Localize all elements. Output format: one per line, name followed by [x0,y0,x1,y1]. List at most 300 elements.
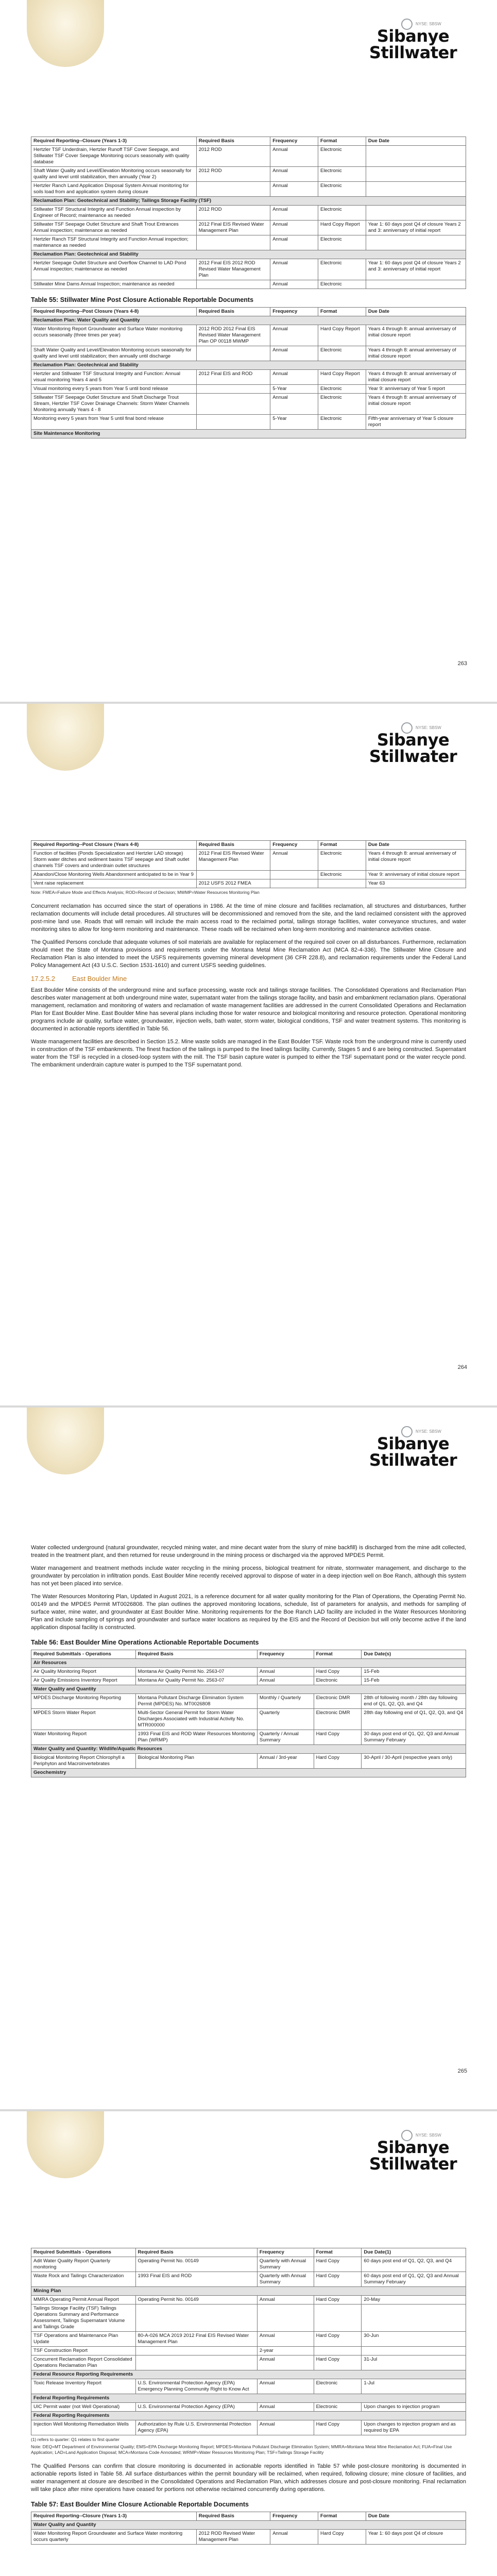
company-logo [359,2130,467,2173]
logo-word-top: Sibanye [376,730,450,750]
table-section-row [31,430,466,438]
table-cell: Air Quality Emissions Inventory Report [31,1676,136,1685]
col-header: Due Date [366,137,466,146]
table-body [31,1659,466,1777]
table-cell: Annual [257,1668,314,1676]
paragraph: The Water Resources Monitoring Plan, Updated in August 2021, is a reference document for all water quality monitoring for the Plan of Operations, the Operating Permit No. 00149 and the MPDES Permit MT0026808. The plan outlines the approved monitoring locations, schedule, list of parameters for analysis, and methods for sampling of surface water, mine water, and groundwater at East Boulder Mine. Monitoring requirements for the Boe Ranch LAD facility are included in the Water Resources Monitoring Plan and include sampling of springs and groundwater and surface water locations as required by the EIS and the Record of Decision but will only become active if the land application disposal facility is constructed. [31,1594,466,1631]
col-header: Required Reporting--Post Closure (Years 4-8) [31,841,197,850]
table-cell: 30-April / 30-April (respective years only) [362,1754,466,1769]
section-number: 17.2.5.2 [31,975,55,982]
table-cell: 5-Year [270,385,318,394]
table-57 [31,2512,466,2545]
table-cell: Years 4 through 8: annual anniversary of initial closure report [366,394,466,415]
table-cell: 2012 ROD [196,146,270,167]
table-cell: 30-Jun [362,2332,466,2347]
table-cell [362,2347,466,2355]
table-cell: Multi-Sector General Permit for Storm Water Discharges Associated with Industrial Activity No. MTR000000 [135,1709,257,1730]
logo-word-bottom: Stillwater [369,2154,457,2174]
table-cell: MPDES Discharge Monitoring Reporting [31,1694,136,1709]
table-row [31,206,466,221]
table-cell: Stillwater TSF Seepage Outlet Structure and Shaft Trout Entrances Annual inspection; maintenance as needed [31,221,197,235]
table-cell [366,182,466,197]
table-cell: UIC Permit water (not Well Operational) [31,2403,136,2412]
table-cell: Shaft Water Quality and Level/Elevation Monitoring occurs seasonally for quality and level until stabilization, then annually (Year 2) [31,167,197,182]
col-header: Due Date [366,308,466,316]
table-caption: Table 57: East Boulder Mine Closure Actionable Reportable Documents [31,2501,249,2508]
table-row [31,1676,466,1685]
table-row [31,2355,466,2370]
table-cell [366,235,466,250]
table-cell [196,182,270,197]
table-cell: Annual [270,394,318,415]
page-263 [0,0,497,702]
paragraph: Water collected underground (natural groundwater, recycled mining water, and mine decant water from the slurry of mine backfill) is discharged from the mine adit collected, treated in the treatment plant, and then returned for reuse underground in the mining process or discharged via the approved MPDES Permit. [31,1545,466,1558]
table-cell: Annual [270,2530,318,2545]
table-body [31,2257,466,2435]
table-cell: Authorization by Rule U.S. Environmental Protection Agency (EPA) [135,2420,257,2435]
table-cell: Fifth-year anniversary of Year 5 closure report [366,415,466,430]
table-cell [196,346,270,361]
table-cell: Annual [270,325,318,346]
col-header: Required Submittals - Operations [31,1650,136,1659]
table-cell: Years 4 through 8: annual anniversary of initial closure report [366,325,466,346]
section-label: Geochemistry [31,1769,466,1777]
col-header: Frequency [270,841,318,850]
table-cell: Annual [257,2332,314,2347]
table-cell: 15-Feb [362,1676,466,1685]
table-cell: Hard Copy [314,2257,362,2272]
section-label: Reclamation Plan: Water Quality and Quantity [31,316,466,325]
table-row [31,280,466,289]
col-header: Required Basis [196,841,270,850]
table-cell [196,871,270,879]
table-cell [366,206,466,221]
table-cell: Electronic [318,394,366,415]
table-cell: Hard Copy [314,2296,362,2304]
table-cell: Electronic [318,206,366,221]
table-caption: Table 56: East Boulder Mine Operations Actionable Reportable Documents [31,1639,259,1646]
table-cell: Electronic [318,280,366,289]
table-section-row [31,2521,466,2530]
table-cell: Function of facilities (Ponds Specialization and Hertzler LAD storage) Storm water ditches and sediment basins TSF seepage and Shaft outlet channels TSF covers and underdrain outlet structures [31,850,197,871]
table-cell: Annual [257,1676,314,1685]
table-cell: 60 days post end of Q1, Q2, Q3, and Q4 [362,2257,466,2272]
logo-tagline: NYSE: SBSW [416,725,441,730]
table-cell: Electronic [318,146,366,167]
section-label: Mining Plan [31,2287,466,2296]
table-cell: Electronic [318,850,366,871]
table-row [31,2332,466,2347]
table-cell: Water Monitoring Report Groundwater and Surface Water monitoring occurs quarterly [31,2530,197,2545]
table-56 [31,1650,466,1777]
company-logo [359,19,467,62]
table-cell: 2012 Final EIS and ROD [196,370,270,385]
table-cell: Annual [270,280,318,289]
table-cell: Electronic DMR [314,1694,362,1709]
col-header: Frequency [270,308,318,316]
table-cell: Shaft Water Quality and Level/Elevation Monitoring occurs seasonally for quality and level until stabilization; then annually until discharge [31,346,197,361]
table-row [31,2304,466,2332]
table-section-row [31,1685,466,1694]
table-row [31,394,466,415]
table-cell [362,2304,466,2332]
table-row [31,2347,466,2355]
table-cell: Electronic [318,346,366,361]
table-cell: 2012 ROD [196,167,270,182]
page-264 [0,704,497,1405]
table-cell [270,871,318,879]
section-title: East Boulder Mine [72,975,127,982]
table-cell: Concurrent Reclamation Report Consolidated Operations Reclamation Plan [31,2355,136,2370]
table-cell: 5-Year [270,415,318,430]
table-cell: Annual [257,2379,314,2394]
table-cell: 28th of following month / 28th day following end of Q1, Q2, Q3, and Q4 [362,1694,466,1709]
table-cell: Hard Copy [314,1754,362,1769]
table-cell: Abandon/Close Monitoring Wells Abandonment anticipated to be in Year 9 [31,871,197,879]
col-header: Required Basis [135,1650,257,1659]
table-cell: Years 4 through 8: annual anniversary of initial closure report [366,850,466,871]
table-cell: Operating Permit No. 00149 [135,2296,257,2304]
table-cell: 2012 Final EIS Revised Water Management Plan [196,221,270,235]
table-cell: Hertzler Ranch Land Application Disposal System Annual monitoring for soils load from and application system during closure [31,182,197,197]
table-row [31,2403,466,2412]
table-section-row [31,2287,466,2296]
table-cell: Electronic [318,871,366,879]
table-cell: Hard Copy [318,2530,366,2545]
logo-word-bottom: Stillwater [369,747,457,766]
table-cell: Hard Copy [314,2355,362,2370]
header-circle-graphic [27,0,104,67]
table-cell: Montana Air Quality Permit No. 2563-07 [135,1676,257,1685]
table-row [31,2257,466,2272]
logo-word-top: Sibanye [376,2138,450,2157]
section-label: Reclamation Plan: Geotechnical and Stability; Tailings Storage Facility (TSF) [31,197,466,206]
table-cell: Quarterly / Annual Summary [257,1730,314,1745]
header-circle-graphic [27,2111,104,2178]
col-header: Required Reporting--Closure (Years 1-3) [31,2512,197,2521]
table-cell: Annual [270,221,318,235]
table-cell: Visual monitoring every 5 years from Year 5 until bond release [31,385,197,394]
table-cell: Years 4 through 8: annual anniversary of initial closure report [366,370,466,385]
table-cell: Quarterly with Annual Summary [257,2257,314,2272]
section-label: Water Quality and Quantity: Wildlife/Aquatic Resources [31,1745,466,1754]
table-cell: Air Quality Monitoring Report [31,1668,136,1676]
table-cell: Water Monitoring Report Groundwater and Surface Water monitoring occurs seasonally (three times per year) [31,325,197,346]
paragraph: The Qualified Persons conclude that adequate volumes of soil materials are available for replacement of the required soil cover on all disturbances. Furthermore, reclamation should meet the State of Montana provisions and requirements under the Montana Metal Mine Reclamation Act (MCA 82-4-336). The Stillwater Mine Closure and Reclamation Plan is also intended to meet the USFS requirements governing mineral development (36 CFR 228.8), and reclamation requirements under the Federal Land Policy Management Act (43 U.S.C. Section 1531-1610) and current USFS seeding guidelines. [31,939,466,969]
table-cell: Year 9: anniversary of Year 5 report [366,385,466,394]
table-row [31,1754,466,1769]
table-cell: Hard Copy Report [318,221,366,235]
table-row [31,2530,466,2545]
table-cell: Electronic [318,182,366,197]
table-cell: Annual [270,182,318,197]
table-section-row [31,250,466,259]
logo-tagline: NYSE: SBSW [416,1429,441,1434]
table-row [31,346,466,361]
table-row [31,871,466,879]
table-cell: Year 1: 60 days post Q4 of closure Years 2 and 3: anniversary of initial report [366,221,466,235]
table-cell: Electronic [318,259,366,280]
table-cell: Annual [257,2355,314,2370]
logo-tagline: NYSE: SBSW [416,22,441,26]
table-cell: 30 days post end of Q1, Q2, Q3 and Annual Summary February [362,1730,466,1745]
section-heading [31,975,466,982]
table-row [31,415,466,430]
table-section-row [31,2394,466,2403]
page-content [31,840,466,1074]
table-cell: 2012 ROD [196,206,270,221]
col-header: Format [318,841,366,850]
table-section-row [31,2370,466,2379]
table-cell: Annual [270,206,318,221]
table-cell: Annual [257,2403,314,2412]
table-cell: Hertzler Ranch TSF Structural Integrity and Function Annual inspection; maintenance as needed [31,235,197,250]
table-row [31,182,466,197]
table-row [31,850,466,871]
table-cell [257,2304,314,2332]
table-cell: Electronic [318,235,366,250]
col-header: Format [314,1650,362,1659]
logo-word-bottom: Stillwater [369,43,457,62]
table-cell [366,146,466,167]
table-cell: Monitoring every 5 years from Year 5 until final bond release [31,415,197,430]
table-cell: Waste Rock and Tailings Characterization [31,2272,136,2287]
table-body [31,146,466,289]
table-cell: Electronic DMR [314,1709,362,1730]
table-cell: Annual [270,850,318,871]
header-circle-graphic [27,704,104,771]
table-note: Note: FMEA=Failure Mode and Effects Analysis; ROD=Record of Decision; MWMP=Water Resources Monitoring Plan [31,890,260,895]
table-cell [314,2304,362,2332]
table-cell: Electronic [314,2403,362,2412]
table-cell [270,879,318,888]
paragraph: Concurrent reclamation has occurred since the start of operations in 1986. At the time of mine closure and facilities reclamation, all structures and disturbances, further reclamation documents will include detail procedures. All structures will be decommissioned and removed from the site, and the land reclaimed consistent with the approved post-mine land use. Roads that will remain will include the main access road to the reclaimed portal, tailings storage facilities, water conveyance structures, and water monitoring sites to allow for long-term monitoring and maintenance. These roads will be reclaimed when long-term monitoring and maintenance activities cease. [31,903,466,933]
table-row [31,2379,466,2394]
table-55 [31,307,466,438]
table-cell: 2-year [257,2347,314,2355]
paragraph: East Boulder Mine consists of the underground mine and surface processing, waste rock and tailings storage facilities. The Consolidated Operations and Reclamation Plan describes water management at both underground mine water, supernatant water from the tailings storage facility, and basin and embankment reclamation plans. Operational management, reclamation and monitoring of waters and reclamation of waste management facilities are addressed in the current Consolidated Operations and Reclamation Plan for East Boulder Mine. East Boulder Mine has several plans including those for water resource and biological monitoring and resource protection. Operational monitoring programs include air quality, surface water, groundwater, injection wells, bath water, storm water, biological conditions, TSF and water treatment systems. This monitoring is documented in actionable reports identified in Table 56. [31,987,466,1032]
section-label: Site Maintenance Monitoring [31,430,466,438]
table-cell: 20-May [362,2296,466,2304]
table-cell [318,879,366,888]
table-cell: Hard Copy Report [318,370,366,385]
table-cell: Annual [270,235,318,250]
table-cell: Annual [270,370,318,385]
table-cell: Quarterly with Annual Summary [257,2272,314,2287]
table-cell: Hard Copy [314,2420,362,2435]
col-header: Format [318,2512,366,2521]
page-content [31,137,466,438]
table-row [31,235,466,250]
col-header: Required Submittals - Operations [31,2248,136,2257]
table-cell [196,415,270,430]
section-label: Air Resources [31,1659,466,1668]
col-header: Frequency [270,2512,318,2521]
page-266 [0,2111,497,2576]
table-cell: Stillwater TSF Structural Integrity and Function Annual inspection by Engineer of Record; maintenance as needed [31,206,197,221]
table-cell: 60 days post end of Q1, Q2, Q3 and Annual Summary February [362,2272,466,2287]
table-row [31,1668,466,1676]
page-number: 263 [457,660,467,667]
table-note: Note: DEQ=MT Department of Environmental Quality; EMS=EPA Discharge Monitoring Report; MPDES=Montana Pollutant Discharge Elimination System; MMRA=Montana Metal Mine Reclamation Act; FUA=Final Use Application; LAD=Land Application Disposal; MCA=Montana Code Annotated; WRMP=Water Resources Monitoring Plan; TSF=Tailings Storage Facility [31,2444,452,2455]
logo-word-top: Sibanye [376,26,450,46]
table-cell: 1993 Final EIS and ROD Water Resources Monitoring Plan (WRMP) [135,1730,257,1745]
table-cell: Hertzler TSF Underdrain, Hertzler Runoff TSF Cover Seepage, and Stillwater TSF Cover Seepage Monitoring occurs seasonally with quality database [31,146,197,167]
table-cell: Toxic Release Inventory Report [31,2379,136,2394]
table-cell: Hard Copy [314,1730,362,1745]
header-circle-graphic [27,1408,104,1475]
table-cell [196,394,270,415]
table-cell: Year 63 [366,879,466,888]
table-cell: 2012 Final EIS Revised Water Management Plan [196,850,270,871]
table-cell: 31-Jul [362,2355,466,2370]
company-logo [359,1426,467,1469]
table-body [31,316,466,438]
table-cell: Annual [270,346,318,361]
col-header: Required Reporting--Post Closure (Years 4-8) [31,308,197,316]
table-row [31,1709,466,1730]
section-label: Reclamation Plan: Geotechnical and Stability [31,361,466,370]
table-cell: Annual [257,2296,314,2304]
col-header: Format [318,308,366,316]
table-body [31,2521,466,2545]
page-header [0,1408,497,1526]
table-cell [196,280,270,289]
col-header: Required Basis [135,2248,257,2257]
table-cell: TSF Construction Report [31,2347,136,2355]
page-number: 264 [457,1364,467,1370]
table-cell: Electronic [314,2379,362,2394]
section-label: Water Quality and Quantity [31,2521,466,2530]
section-label: Federal Reporting Requirements [31,2394,466,2403]
table-cell: Stillwater Mine Dams Annual Inspection; maintenance as needed [31,280,197,289]
table-row [31,370,466,385]
col-header: Frequency [257,1650,314,1659]
table-cell: Years 4 through 8: annual anniversary of initial closure report [366,346,466,361]
page-265 [0,1408,497,2109]
table-cell: Year 1: 60 days post Q4 of closure Years 2 and 3: anniversary of initial report [366,259,466,280]
col-header: Frequency [270,137,318,146]
table-body [31,850,466,888]
table-row [31,221,466,235]
table-cell: Vent raise replacement [31,879,197,888]
table-caption: Table 55: Stillwater Mine Post Closure Actionable Reportable Documents [31,296,254,303]
table-cell: Upon changes to injection program [362,2403,466,2412]
table-row [31,146,466,167]
col-header: Frequency [257,2248,314,2257]
table-cell: 2012 ROD 2012 Final EIS Revised Water Management Plan OP 00118 MWMP [196,325,270,346]
table-cell: Injection Well Monitoring Remediation Wells [31,2420,136,2435]
table-cell: Electronic [318,167,366,182]
table-cell: Biological Monitoring Plan [135,1754,257,1769]
col-header: Format [314,2248,362,2257]
table-section-row [31,1769,466,1777]
section-label: Federal Reporting Requirements [31,2412,466,2420]
table-cell: Monthly / Quarterly [257,1694,314,1709]
table-cell: MMRA Operating Permit Annual Report [31,2296,136,2304]
table-cell: Annual / 3rd-year [257,1754,314,1769]
table-section-row [31,361,466,370]
table-cell: 2012 Final EIS 2012 ROD Revised Water Management Plan [196,259,270,280]
table-cell [196,235,270,250]
table-section-row [31,197,466,206]
table-cell: 28th day following end of Q1, Q2, Q3, and Q4 [362,1709,466,1730]
table-section-row [31,1659,466,1668]
table-note: (1) refers to quarter: Q1 relates to first quarter [31,2437,119,2442]
table-cell: 2012 ROD Revised Water Management Plan [196,2530,270,2545]
table-cell: Stillwater TSF Seepage Outlet Structure and Shaft Discharge Trout Stream, Hertzler TSF Cover Drainage Channels: Storm Water Channels Monitoring annually Years 4 - 8 [31,394,197,415]
table-row [31,1730,466,1745]
table-cell [135,2347,257,2355]
table-cell [366,167,466,182]
table-cell [135,2355,257,2370]
page-header [0,0,497,118]
table-row [31,2296,466,2304]
table-cell: Water Monitoring Report [31,1730,136,1745]
table-cell: Hertzler Seepage Outlet Structure and Overflow Channel to LAD Pond Annual inspection; maintenance as needed [31,259,197,280]
table-54-continued [31,137,466,289]
table-section-row [31,2412,466,2420]
page-header [0,2111,497,2230]
table-row [31,325,466,346]
col-header: Required Reporting--Closure (Years 1-3) [31,137,197,146]
table-cell: Quarterly [257,1709,314,1730]
table-cell [314,2347,362,2355]
table-56-continued [31,2248,466,2435]
col-header: Due Date [366,841,466,850]
col-header: Required Basis [196,2512,270,2521]
col-header: Format [318,137,366,146]
table-cell [196,385,270,394]
table-cell: MPDES Storm Water Report [31,1709,136,1730]
table-cell: Hard Copy [314,2272,362,2287]
table-row [31,385,466,394]
paragraph: Water management and treatment methods include water recycling in the mining process, biological treatment for nitrate, stormwater management, and discharge to the groundwater by percolation in infiltration ponds. East Boulder Mine recently received approval to dispose of water in a deep injection well on Boe Ranch, although this system has not yet been placed into service. [31,1565,466,1587]
table-cell: 2012 USFS 2012 FMEA [196,879,270,888]
col-header: Required Basis [196,308,270,316]
section-label: Water Quality and Quantity [31,1685,466,1694]
paragraph: The Qualified Persons can confirm that closure monitoring is documented in actionable reports identified in Table 57 while post-closure monitoring is documented in actionable reports listed in Table 58. All surface disturbances within the permit boundary will be reclaimed, when required, following closure; mine closure of facilities, and water management at closure are described in the Consolidated Operations and Reclamation Plan, which addresses closure and post-closure monitoring. Final reclamation will take place after mine operations have ceased for portions not otherwise reclaimed concurrently during operations. [31,2463,466,2493]
page-number: 265 [457,2068,467,2074]
logo-word-bottom: Stillwater [369,1450,457,1470]
table-cell: Annual [270,259,318,280]
table-cell: Electronic [318,415,366,430]
table-cell [366,280,466,289]
table-cell: Year 9: anniversary of initial closure report [366,871,466,879]
logo-word-top: Sibanye [376,1434,450,1453]
table-cell: Hard Copy [314,1668,362,1676]
table-cell: TSF Operations and Maintenance Plan Update [31,2332,136,2347]
table-cell: 1993 Final EIS and ROD [135,2272,257,2287]
table-row [31,259,466,280]
table-cell: Annual [270,167,318,182]
table-cell: Upon changes to injection program and as required by EPA [362,2420,466,2435]
table-row [31,2420,466,2435]
table-cell: Electronic [314,1676,362,1685]
table-cell: Hard Copy Report [318,325,366,346]
table-cell: Year 1: 60 days post Q4 of closure [366,2530,466,2545]
page-content [31,2248,466,2545]
table-cell: Hertzler and Stillwater TSF Structural Integrity and Function: Annual visual monitoring Years 4 and 5 [31,370,197,385]
table-cell: U.S. Environmental Protection Agency (EPA) Emergency Planning Community Right to Know Act [135,2379,257,2394]
table-55-continued [31,840,466,888]
col-header: Due Date(s) [362,1650,466,1659]
logo-tagline: NYSE: SBSW [416,2133,441,2138]
table-cell: Annual [270,146,318,167]
table-cell: Operating Permit No. 00149 [135,2257,257,2272]
table-cell: Hard Copy [314,2332,362,2347]
page-content [31,1544,466,1777]
